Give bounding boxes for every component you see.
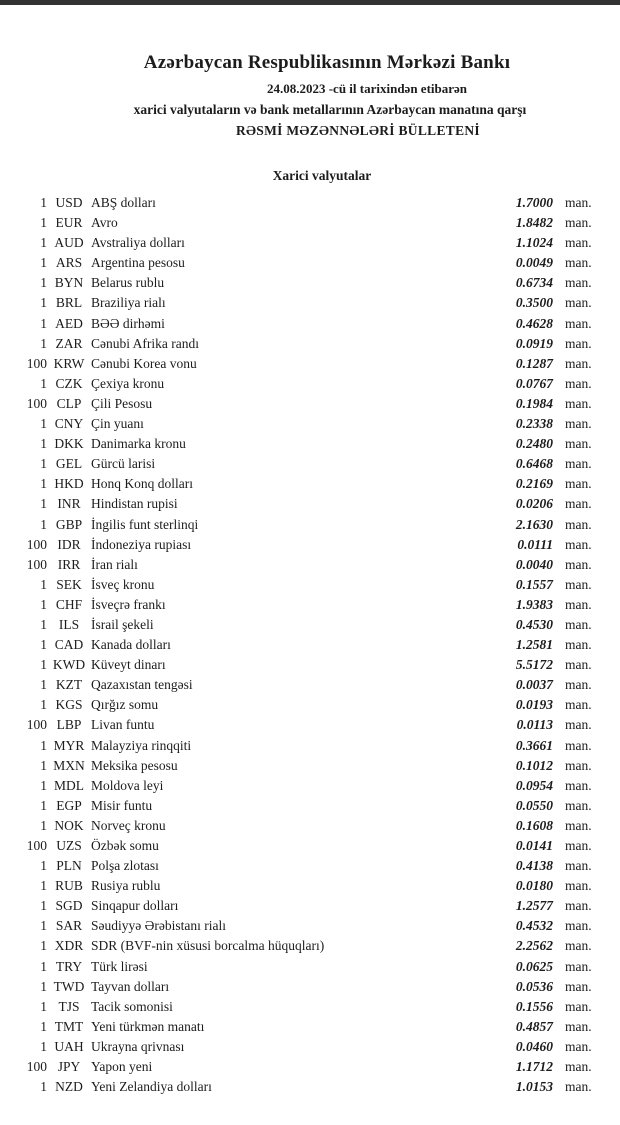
unit-label: man. [565, 657, 592, 673]
quantity: 100 [26, 395, 47, 411]
quantity: 1 [40, 697, 47, 713]
quantity: 1 [40, 476, 47, 492]
currency-code: LBP [56, 717, 82, 733]
unit-label: man. [565, 878, 592, 894]
rate-row-TMT [0, 1017, 620, 1037]
unit-label: man. [565, 195, 592, 210]
unit-label: man. [565, 416, 592, 432]
currency-name: Cənubi Afrika randı [91, 335, 199, 351]
quantity: 1 [40, 737, 47, 753]
quantity: 1 [40, 335, 47, 351]
rate-value: 2.1630 [515, 516, 553, 532]
quantity: 1 [40, 898, 47, 914]
rate-value: 0.0954 [515, 777, 553, 793]
unit-label: man. [565, 596, 592, 612]
quantity: 1 [40, 1038, 47, 1054]
unit-label: man. [565, 456, 592, 472]
unit-label: man. [565, 315, 592, 331]
rate-row-TJS [0, 997, 620, 1017]
unit-label: man. [565, 496, 592, 512]
quantity: 100 [26, 556, 47, 572]
unit-label: man. [565, 215, 592, 231]
rate-row-INR [0, 494, 620, 514]
rate-row-EGP [0, 796, 620, 816]
currency-name: Malayziya rinqqiti [91, 737, 192, 753]
currency-code: KWD [52, 657, 86, 673]
quantity: 1 [40, 235, 47, 251]
rate-row-KGS [0, 695, 620, 715]
rate-row-BYN [0, 273, 620, 293]
currency-code: CZK [55, 375, 83, 391]
rate-value: 0.4138 [515, 858, 553, 874]
unit-label: man. [565, 476, 592, 492]
currency-name: Meksika pesosu [91, 757, 178, 773]
currency-code: KZT [55, 677, 83, 693]
rate-row-KZT [0, 675, 620, 695]
rate-value: 0.1984 [515, 395, 553, 411]
quantity: 100 [26, 717, 47, 733]
currency-code: SEK [56, 576, 82, 592]
rate-value: 0.0536 [515, 978, 553, 994]
rate-row-BRL [0, 293, 620, 313]
bulletin-title: RƏSMİ MƏZƏNNƏLƏRİ BÜLLETENİ [235, 123, 480, 138]
rate-row-LBP [0, 715, 620, 735]
currency-code: ILS [58, 616, 80, 632]
currency-code: MDL [54, 777, 84, 793]
rate-value: 0.3500 [515, 295, 553, 311]
currency-code: UAH [54, 1038, 84, 1054]
rate-row-USD [0, 193, 620, 213]
rate-row-ILS [0, 615, 620, 635]
rate-value: 1.1024 [515, 235, 553, 251]
currency-name: İsveçrə frankı [91, 596, 166, 612]
currency-code: XDR [54, 938, 84, 954]
unit-label: man. [565, 637, 592, 653]
rate-row-EUR [0, 213, 620, 233]
rate-value: 0.0206 [515, 496, 553, 512]
rate-row-UAH [0, 1037, 620, 1057]
rate-row-MXN [0, 756, 620, 776]
currency-code: SGD [55, 898, 83, 914]
unit-label: man. [565, 958, 592, 974]
rate-row-HKD [0, 474, 620, 494]
currency-code: TRY [55, 958, 83, 974]
currency-name: Yeni türkmən manatı [91, 1018, 205, 1034]
unit-label: man. [565, 576, 592, 592]
rate-row-AUD [0, 233, 620, 253]
currency-code: KRW [53, 355, 85, 371]
quantity: 1 [40, 998, 47, 1014]
quantity: 1 [40, 416, 47, 432]
rate-value: 1.7000 [515, 195, 553, 210]
rate-row-PLN [0, 856, 620, 876]
rate-value: 0.6734 [515, 275, 553, 291]
rate-value: 0.1557 [515, 576, 553, 592]
unit-label: man. [565, 757, 592, 773]
unit-label: man. [565, 817, 592, 833]
unit-label: man. [565, 858, 592, 874]
quantity: 1 [40, 275, 47, 291]
quantity: 1 [40, 315, 47, 331]
quantity: 1 [40, 637, 47, 653]
unit-label: man. [565, 375, 592, 391]
rate-value: 0.0037 [515, 677, 553, 693]
currency-name: Braziliya rialı [91, 295, 166, 311]
currency-name: Tayvan dolları [91, 978, 170, 994]
currency-code: CAD [54, 637, 84, 653]
currency-name: Küveyt dinarı [91, 657, 166, 673]
currency-code: GEL [55, 456, 83, 472]
quantity: 1 [40, 1079, 47, 1095]
currency-name: Qazaxıstan tengəsi [91, 677, 193, 693]
unit-label: man. [565, 235, 592, 251]
currency-code: MXN [53, 757, 85, 773]
unit-label: man. [565, 978, 592, 994]
quantity: 1 [40, 456, 47, 472]
unit-label: man. [565, 295, 592, 311]
rate-row-TRY [0, 957, 620, 977]
rate-row-GBP [0, 515, 620, 535]
rate-value: 0.3661 [515, 737, 553, 753]
rate-row-CNY [0, 414, 620, 434]
currency-name: İsveç kronu [91, 576, 155, 592]
exchange-rates-table [0, 193, 620, 1097]
effective-date-line: 24.08.2023 -cü il tarixindən etibarən [266, 81, 468, 96]
rate-value: 1.2577 [515, 898, 553, 914]
rate-value: 0.6468 [515, 456, 553, 472]
quantity: 100 [26, 536, 47, 552]
quantity: 1 [40, 677, 47, 693]
quantity: 1 [40, 375, 47, 391]
currency-name: Danimarka kronu [91, 436, 186, 452]
rate-row-NZD [0, 1077, 620, 1097]
quantity: 1 [40, 978, 47, 994]
unit-label: man. [565, 516, 592, 532]
viewer-top-bar [0, 0, 620, 5]
currency-code: CNY [54, 416, 84, 432]
currency-name: ABŞ dolları [91, 195, 156, 210]
rate-value: 0.4532 [515, 918, 553, 934]
quantity: 1 [40, 496, 47, 512]
rate-value: 0.0113 [516, 717, 553, 733]
currency-code: EGP [56, 797, 82, 813]
currency-code: NZD [55, 1079, 83, 1095]
currency-name: Livan funtu [91, 717, 155, 733]
unit-label: man. [565, 355, 592, 371]
currency-code: AED [55, 315, 83, 331]
unit-label: man. [565, 275, 592, 291]
unit-label: man. [565, 717, 592, 733]
currency-code: GBP [55, 516, 83, 532]
quantity: 1 [40, 817, 47, 833]
currency-code: CLP [56, 395, 82, 411]
rate-row-SEK [0, 575, 620, 595]
currency-name: Avro [91, 215, 118, 231]
quantity: 1 [40, 797, 47, 813]
rate-row-IDR [0, 535, 620, 555]
unit-label: man. [565, 998, 592, 1014]
currency-code: PLN [56, 858, 82, 874]
quantity: 1 [40, 878, 47, 894]
rate-value: 1.2581 [515, 637, 553, 653]
bank-title: Azərbaycan Respublikasının Mərkəzi Bankı [143, 52, 511, 73]
rate-value: 1.0153 [515, 1079, 553, 1095]
currency-name: Türk lirəsi [91, 958, 148, 974]
rate-value: 0.2169 [515, 476, 553, 492]
unit-label: man. [565, 616, 592, 632]
rate-value: 0.0625 [515, 958, 553, 974]
rate-value: 0.0767 [515, 375, 553, 391]
rate-value: 0.4628 [515, 315, 553, 331]
rate-row-NOK [0, 816, 620, 836]
unit-label: man. [565, 436, 592, 452]
quantity: 1 [40, 777, 47, 793]
currency-name: Sinqapur dolları [91, 898, 179, 914]
currency-code: INR [57, 496, 81, 512]
currency-name: Rusiya rublu [91, 878, 161, 894]
quantity: 1 [40, 436, 47, 452]
currency-code: EUR [55, 215, 83, 231]
rate-value: 0.0040 [515, 556, 553, 572]
quantity: 1 [40, 757, 47, 773]
unit-label: man. [565, 1018, 592, 1034]
rate-row-IRR [0, 555, 620, 575]
rate-row-CLP [0, 394, 620, 414]
currency-name: Kanada dolları [91, 637, 171, 653]
currency-code: JPY [57, 1059, 81, 1075]
quantity: 1 [40, 516, 47, 532]
rate-row-JPY [0, 1057, 620, 1077]
currency-name: Polşa zlotası [91, 858, 159, 874]
rate-row-SGD [0, 896, 620, 916]
quantity: 1 [40, 657, 47, 673]
currency-name: Çili Pesosu [91, 395, 153, 411]
unit-label: man. [565, 838, 592, 853]
section-title-foreign-currencies: Xarici valyutalar [272, 168, 372, 183]
unit-label: man. [565, 697, 592, 713]
bulletin-subtitle: xarici valyutaların və bank metallarının Azərbaycan manatına qarşı [133, 102, 527, 117]
currency-code: KGS [55, 697, 83, 713]
quantity: 1 [40, 616, 47, 632]
currency-name: Cənubi Korea vonu [91, 355, 197, 371]
currency-name: BƏƏ dirhəmi [91, 315, 165, 331]
quantity: 100 [26, 1059, 47, 1075]
rate-value: 1.1712 [515, 1059, 553, 1075]
currency-name: Səudiyyə Ərəbistanı rialı [91, 918, 226, 934]
rate-value: 2.2562 [515, 938, 553, 954]
currency-name: İran rialı [91, 556, 138, 572]
currency-code: TWD [53, 978, 85, 994]
rate-value: 0.0141 [515, 838, 553, 853]
rate-value: 0.1012 [515, 757, 553, 773]
currency-name: SDR (BVF-nin xüsusi borcalma hüquqları) [91, 938, 325, 954]
quantity: 1 [40, 958, 47, 974]
currency-name: Belarus rublu [91, 275, 165, 291]
rate-value: 0.2338 [515, 416, 553, 432]
rate-row-CZK [0, 374, 620, 394]
rate-row-XDR [0, 936, 620, 956]
rate-value: 1.8482 [515, 215, 553, 231]
rate-value: 0.0111 [517, 536, 553, 552]
rate-value: 1.9383 [515, 596, 553, 612]
rate-row-KWD [0, 655, 620, 675]
unit-label: man. [565, 777, 592, 793]
rate-row-KRW [0, 354, 620, 374]
rate-row-MYR [0, 736, 620, 756]
quantity: 1 [40, 215, 47, 231]
quantity: 1 [40, 1018, 47, 1034]
quantity: 1 [40, 195, 47, 210]
unit-label: man. [565, 1038, 592, 1054]
currency-name: İngilis funt sterlinqi [91, 516, 199, 532]
quantity: 1 [40, 918, 47, 934]
quantity: 1 [40, 255, 47, 271]
currency-name: Çin yuanı [91, 416, 144, 432]
currency-code: AUD [54, 235, 84, 251]
unit-label: man. [565, 1059, 592, 1075]
currency-code: MYR [53, 737, 85, 753]
rate-row-SAR [0, 916, 620, 936]
rate-row-DKK [0, 434, 620, 454]
unit-label: man. [565, 1079, 592, 1095]
rate-value: 0.4857 [515, 1018, 553, 1034]
currency-code: ARS [55, 255, 83, 271]
quantity: 1 [40, 576, 47, 592]
rate-value: 5.5172 [515, 657, 553, 673]
currency-name: Gürcü larisi [91, 456, 156, 472]
currency-code: UZS [56, 838, 82, 853]
currency-name: Hindistan rupisi [91, 496, 178, 512]
unit-label: man. [565, 255, 592, 271]
currency-name: Ukrayna qrivnası [91, 1038, 185, 1054]
currency-code: NOK [54, 817, 84, 833]
currency-name: Honq Konq dolları [91, 476, 193, 492]
currency-name: İsrail şekeli [91, 616, 154, 632]
currency-code: SAR [55, 918, 83, 934]
currency-name: Qırğız somu [91, 697, 159, 713]
rate-row-CHF [0, 595, 620, 615]
currency-code: DKK [54, 436, 84, 452]
rate-row-UZS [0, 836, 620, 856]
rate-row-ARS [0, 253, 620, 273]
currency-name: Norveç kronu [91, 817, 166, 833]
quantity: 1 [40, 858, 47, 874]
rate-row-MDL [0, 776, 620, 796]
unit-label: man. [565, 898, 592, 914]
rate-value: 0.0550 [515, 797, 553, 813]
quantity: 1 [40, 938, 47, 954]
unit-label: man. [565, 395, 592, 411]
unit-label: man. [565, 797, 592, 813]
rate-value: 0.0919 [515, 335, 553, 351]
unit-label: man. [565, 677, 592, 693]
rate-row-GEL [0, 454, 620, 474]
rate-value: 0.1287 [515, 355, 553, 371]
currency-name: İndoneziya rupiası [91, 536, 192, 552]
rate-value: 0.0460 [515, 1038, 553, 1054]
rate-value: 0.4530 [515, 616, 553, 632]
currency-name: Tacik somonisi [91, 998, 173, 1014]
currency-code: BYN [54, 275, 84, 291]
currency-name: Argentina pesosu [91, 255, 185, 271]
rate-value: 0.1556 [515, 998, 553, 1014]
currency-code: TMT [54, 1018, 84, 1034]
currency-code: ZAR [55, 335, 83, 351]
rate-row-RUB [0, 876, 620, 896]
quantity: 100 [26, 355, 47, 371]
quantity: 1 [40, 295, 47, 311]
currency-name: Çexiya kronu [91, 375, 165, 391]
unit-label: man. [565, 938, 592, 954]
currency-code: IDR [57, 536, 81, 552]
quantity: 100 [26, 838, 47, 853]
currency-name: Misir funtu [91, 797, 153, 813]
rate-value: 0.0193 [515, 697, 553, 713]
currency-code: RUB [55, 878, 83, 894]
rate-value: 0.1608 [515, 817, 553, 833]
unit-label: man. [565, 536, 592, 552]
currency-name: Yeni Zelandiya dolları [91, 1079, 212, 1095]
currency-name: Özbək somu [91, 838, 159, 853]
currency-code: IRR [57, 556, 81, 572]
currency-name: Yapon yeni [91, 1059, 153, 1075]
currency-code: BRL [55, 295, 83, 311]
currency-name: Avstraliya dolları [91, 235, 185, 251]
rate-row-TWD [0, 977, 620, 997]
rate-row-ZAR [0, 334, 620, 354]
currency-code: USD [55, 195, 83, 210]
currency-code: HKD [54, 476, 84, 492]
unit-label: man. [565, 737, 592, 753]
unit-label: man. [565, 556, 592, 572]
currency-code: TJS [58, 998, 80, 1014]
unit-label: man. [565, 918, 592, 934]
quantity: 1 [40, 596, 47, 612]
rate-row-AED [0, 314, 620, 334]
rate-value: 0.0180 [515, 878, 553, 894]
rate-row-CAD [0, 635, 620, 655]
rate-value: 0.0049 [515, 255, 553, 271]
currency-code: CHF [55, 596, 83, 612]
currency-name: Moldova leyi [91, 777, 164, 793]
rate-value: 0.2480 [515, 436, 553, 452]
unit-label: man. [565, 335, 592, 351]
